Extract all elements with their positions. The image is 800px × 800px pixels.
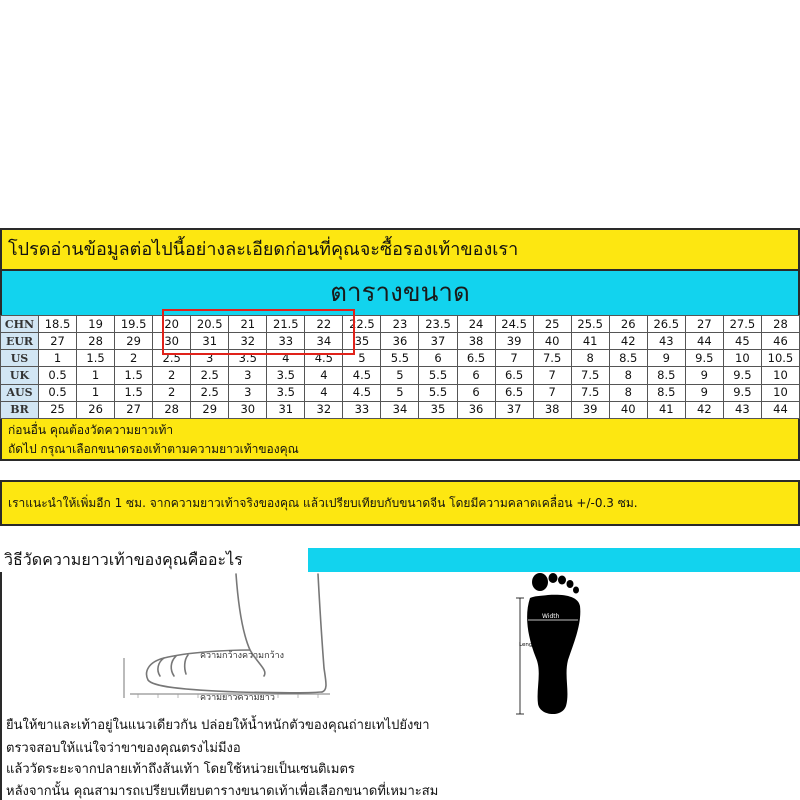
row-header: CHN [1,316,39,333]
size-cell: 25 [39,401,77,418]
size-cell: 2.5 [153,350,191,367]
size-cell: 1.5 [115,384,153,401]
size-cell: 21 [229,316,267,333]
size-cell: 0.5 [39,384,77,401]
size-cell: 2.5 [191,367,229,384]
size-cell: 28 [77,333,115,350]
size-cell: 6 [457,367,495,384]
instruction-banner: โปรดอ่านข้อมูลต่อไปนี้อย่างละเอียดก่อนที่คุณจะซื้อรองเท้าของเรา [0,228,800,271]
size-cell: 10 [761,367,799,384]
size-row-aus [1,384,800,401]
instruction-line-4: หลังจากนั้น คุณสามารถเปรียบเทียบตารางขนาดเท้าเพื่อเลือกขนาดที่เหมาะสม [6,784,439,799]
size-cell: 26 [77,401,115,418]
instruction-line-3: แล้ววัดระยะจากปลายเท้าถึงส้นเท้า โดยใช้หน่วยเป็นเซนติเมตร [6,762,355,777]
size-cell: 44 [761,401,799,418]
size-row-eur [1,333,800,350]
size-chart-title: ตารางขนาด [0,271,800,315]
size-row-br [1,401,800,418]
size-cell: 44 [685,333,723,350]
measure-notes [0,419,800,461]
size-cell: 5 [343,350,381,367]
size-cell: 43 [723,401,761,418]
size-cell: 4.5 [305,350,343,367]
row-header: AUS [1,384,39,401]
size-cell: 41 [571,333,609,350]
size-cell: 4.5 [343,367,381,384]
size-cell: 18.5 [39,316,77,333]
size-cell: 6.5 [495,367,533,384]
size-cell: 5.5 [381,350,419,367]
size-cell: 7.5 [571,367,609,384]
size-cell: 42 [609,333,647,350]
size-cell: 3 [229,384,267,401]
size-cell: 21.5 [267,316,305,333]
size-cell: 40 [609,401,647,418]
size-cell: 37 [419,333,457,350]
tip-box: เราแนะนำให้เพิ่มอีก 1 ซม. จากความยาวเท้าจริงของคุณ แล้วเปรียบเทียบกับขนาดจีน โดยมีความคลาดเคลื่อน +/-0.3 ซม. [0,480,800,526]
size-cell: 9 [685,384,723,401]
size-cell: 20 [153,316,191,333]
size-cell: 25 [533,316,571,333]
size-cell: 4 [267,350,305,367]
side-foot-illustration [118,572,338,710]
size-cell: 7.5 [533,350,571,367]
size-cell: 7 [533,367,571,384]
row-header: BR [1,401,39,418]
size-cell: 1 [77,367,115,384]
size-cell: 5.5 [419,367,457,384]
size-cell: 9.5 [723,384,761,401]
size-cell: 1 [77,384,115,401]
size-cell: 8 [609,384,647,401]
size-cell: 19 [77,316,115,333]
size-cell: 29 [191,401,229,418]
size-row-uk [1,367,800,384]
size-cell: 5 [381,367,419,384]
size-cell: 22.5 [343,316,381,333]
size-cell: 23.5 [419,316,457,333]
size-cell: 27.5 [723,316,761,333]
size-cell: 27 [39,333,77,350]
size-cell: 40 [533,333,571,350]
note-line-1: ก่อนอื่น คุณต้องวัดความยาวเท้า [8,423,174,437]
size-cell: 9.5 [685,350,723,367]
size-row-chn [1,316,800,333]
size-cell: 35 [343,333,381,350]
size-cell: 39 [571,401,609,418]
size-cell: 30 [229,401,267,418]
size-cell: 8.5 [647,384,685,401]
footprint-illustration [506,568,596,718]
size-cell: 26 [609,316,647,333]
size-cell: 7 [533,384,571,401]
size-cell: 29 [115,333,153,350]
size-cell: 2 [153,367,191,384]
size-cell: 10.5 [761,350,799,367]
size-table [0,315,800,419]
size-cell: 42 [685,401,723,418]
size-cell: 1 [39,350,77,367]
width-label: ความกว้างความกว้าง [200,651,285,661]
size-cell: 8 [571,350,609,367]
size-cell: 28 [153,401,191,418]
size-cell: 3.5 [267,384,305,401]
size-cell: 34 [305,333,343,350]
size-cell: 6 [419,350,457,367]
size-cell: 33 [267,333,305,350]
size-cell: 8.5 [609,350,647,367]
size-row-us [1,350,800,367]
size-cell: 43 [647,333,685,350]
size-cell: 3 [229,367,267,384]
size-cell: 0.5 [39,367,77,384]
instruction-line-2: ตรวจสอบให้แน่ใจว่าขาของคุณตรงไม่มีงอ [6,741,241,756]
sole-length-label: Length [519,642,538,648]
sole-width-label: Width [542,613,560,620]
size-cell: 34 [381,401,419,418]
size-cell: 3.5 [229,350,267,367]
size-cell: 25.5 [571,316,609,333]
size-cell: 23 [381,316,419,333]
size-cell: 4 [305,384,343,401]
size-cell: 9 [685,367,723,384]
size-cell: 10 [761,384,799,401]
size-cell: 28 [761,316,799,333]
size-cell: 2.5 [191,384,229,401]
size-cell: 5 [381,384,419,401]
size-cell: 6 [457,384,495,401]
size-cell: 8.5 [647,367,685,384]
size-cell: 31 [191,333,229,350]
size-cell: 5.5 [419,384,457,401]
size-cell: 8 [609,367,647,384]
size-cell: 37 [495,401,533,418]
size-cell: 2 [115,350,153,367]
size-cell: 36 [457,401,495,418]
size-cell: 35 [419,401,457,418]
row-header: UK [1,367,39,384]
size-cell: 33 [343,401,381,418]
instruction-line-1: ยืนให้ขาและเท้าอยู่ในแนวเดียวกัน ปล่อยให้น้ำหนักตัวของคุณถ่ายเทไปยังขา [6,718,430,733]
size-cell: 27 [115,401,153,418]
size-cell: 19.5 [115,316,153,333]
size-cell: 24.5 [495,316,533,333]
size-cell: 30 [153,333,191,350]
size-cell: 7.5 [571,384,609,401]
size-cell: 31 [267,401,305,418]
size-cell: 41 [647,401,685,418]
size-cell: 9.5 [723,367,761,384]
size-cell: 10 [723,350,761,367]
size-cell: 38 [457,333,495,350]
size-cell: 9 [647,350,685,367]
size-cell: 22 [305,316,343,333]
measure-title: วิธีวัดความยาวเท้าของคุณคืออะไร [0,548,308,572]
length-label: ความยาวความยาว [200,693,275,703]
size-cell: 2 [153,384,191,401]
size-cell: 3.5 [267,367,305,384]
size-cell: 1.5 [115,367,153,384]
size-cell: 39 [495,333,533,350]
size-cell: 38 [533,401,571,418]
size-cell: 3 [191,350,229,367]
size-cell: 20.5 [191,316,229,333]
size-cell: 27 [685,316,723,333]
size-cell: 45 [723,333,761,350]
size-cell: 32 [305,401,343,418]
note-line-2: ถัดไป กรุณาเลือกขนาดรองเท้าตามความยาวเท้าของคุณ [8,442,299,456]
size-cell: 26.5 [647,316,685,333]
row-header: US [1,350,39,367]
size-cell: 1.5 [77,350,115,367]
size-cell: 24 [457,316,495,333]
size-cell: 6.5 [457,350,495,367]
size-cell: 36 [381,333,419,350]
row-header: EUR [1,333,39,350]
size-cell: 4 [305,367,343,384]
size-cell: 6.5 [495,384,533,401]
size-cell: 46 [761,333,799,350]
size-cell: 4.5 [343,384,381,401]
size-cell: 7 [495,350,533,367]
size-cell: 32 [229,333,267,350]
